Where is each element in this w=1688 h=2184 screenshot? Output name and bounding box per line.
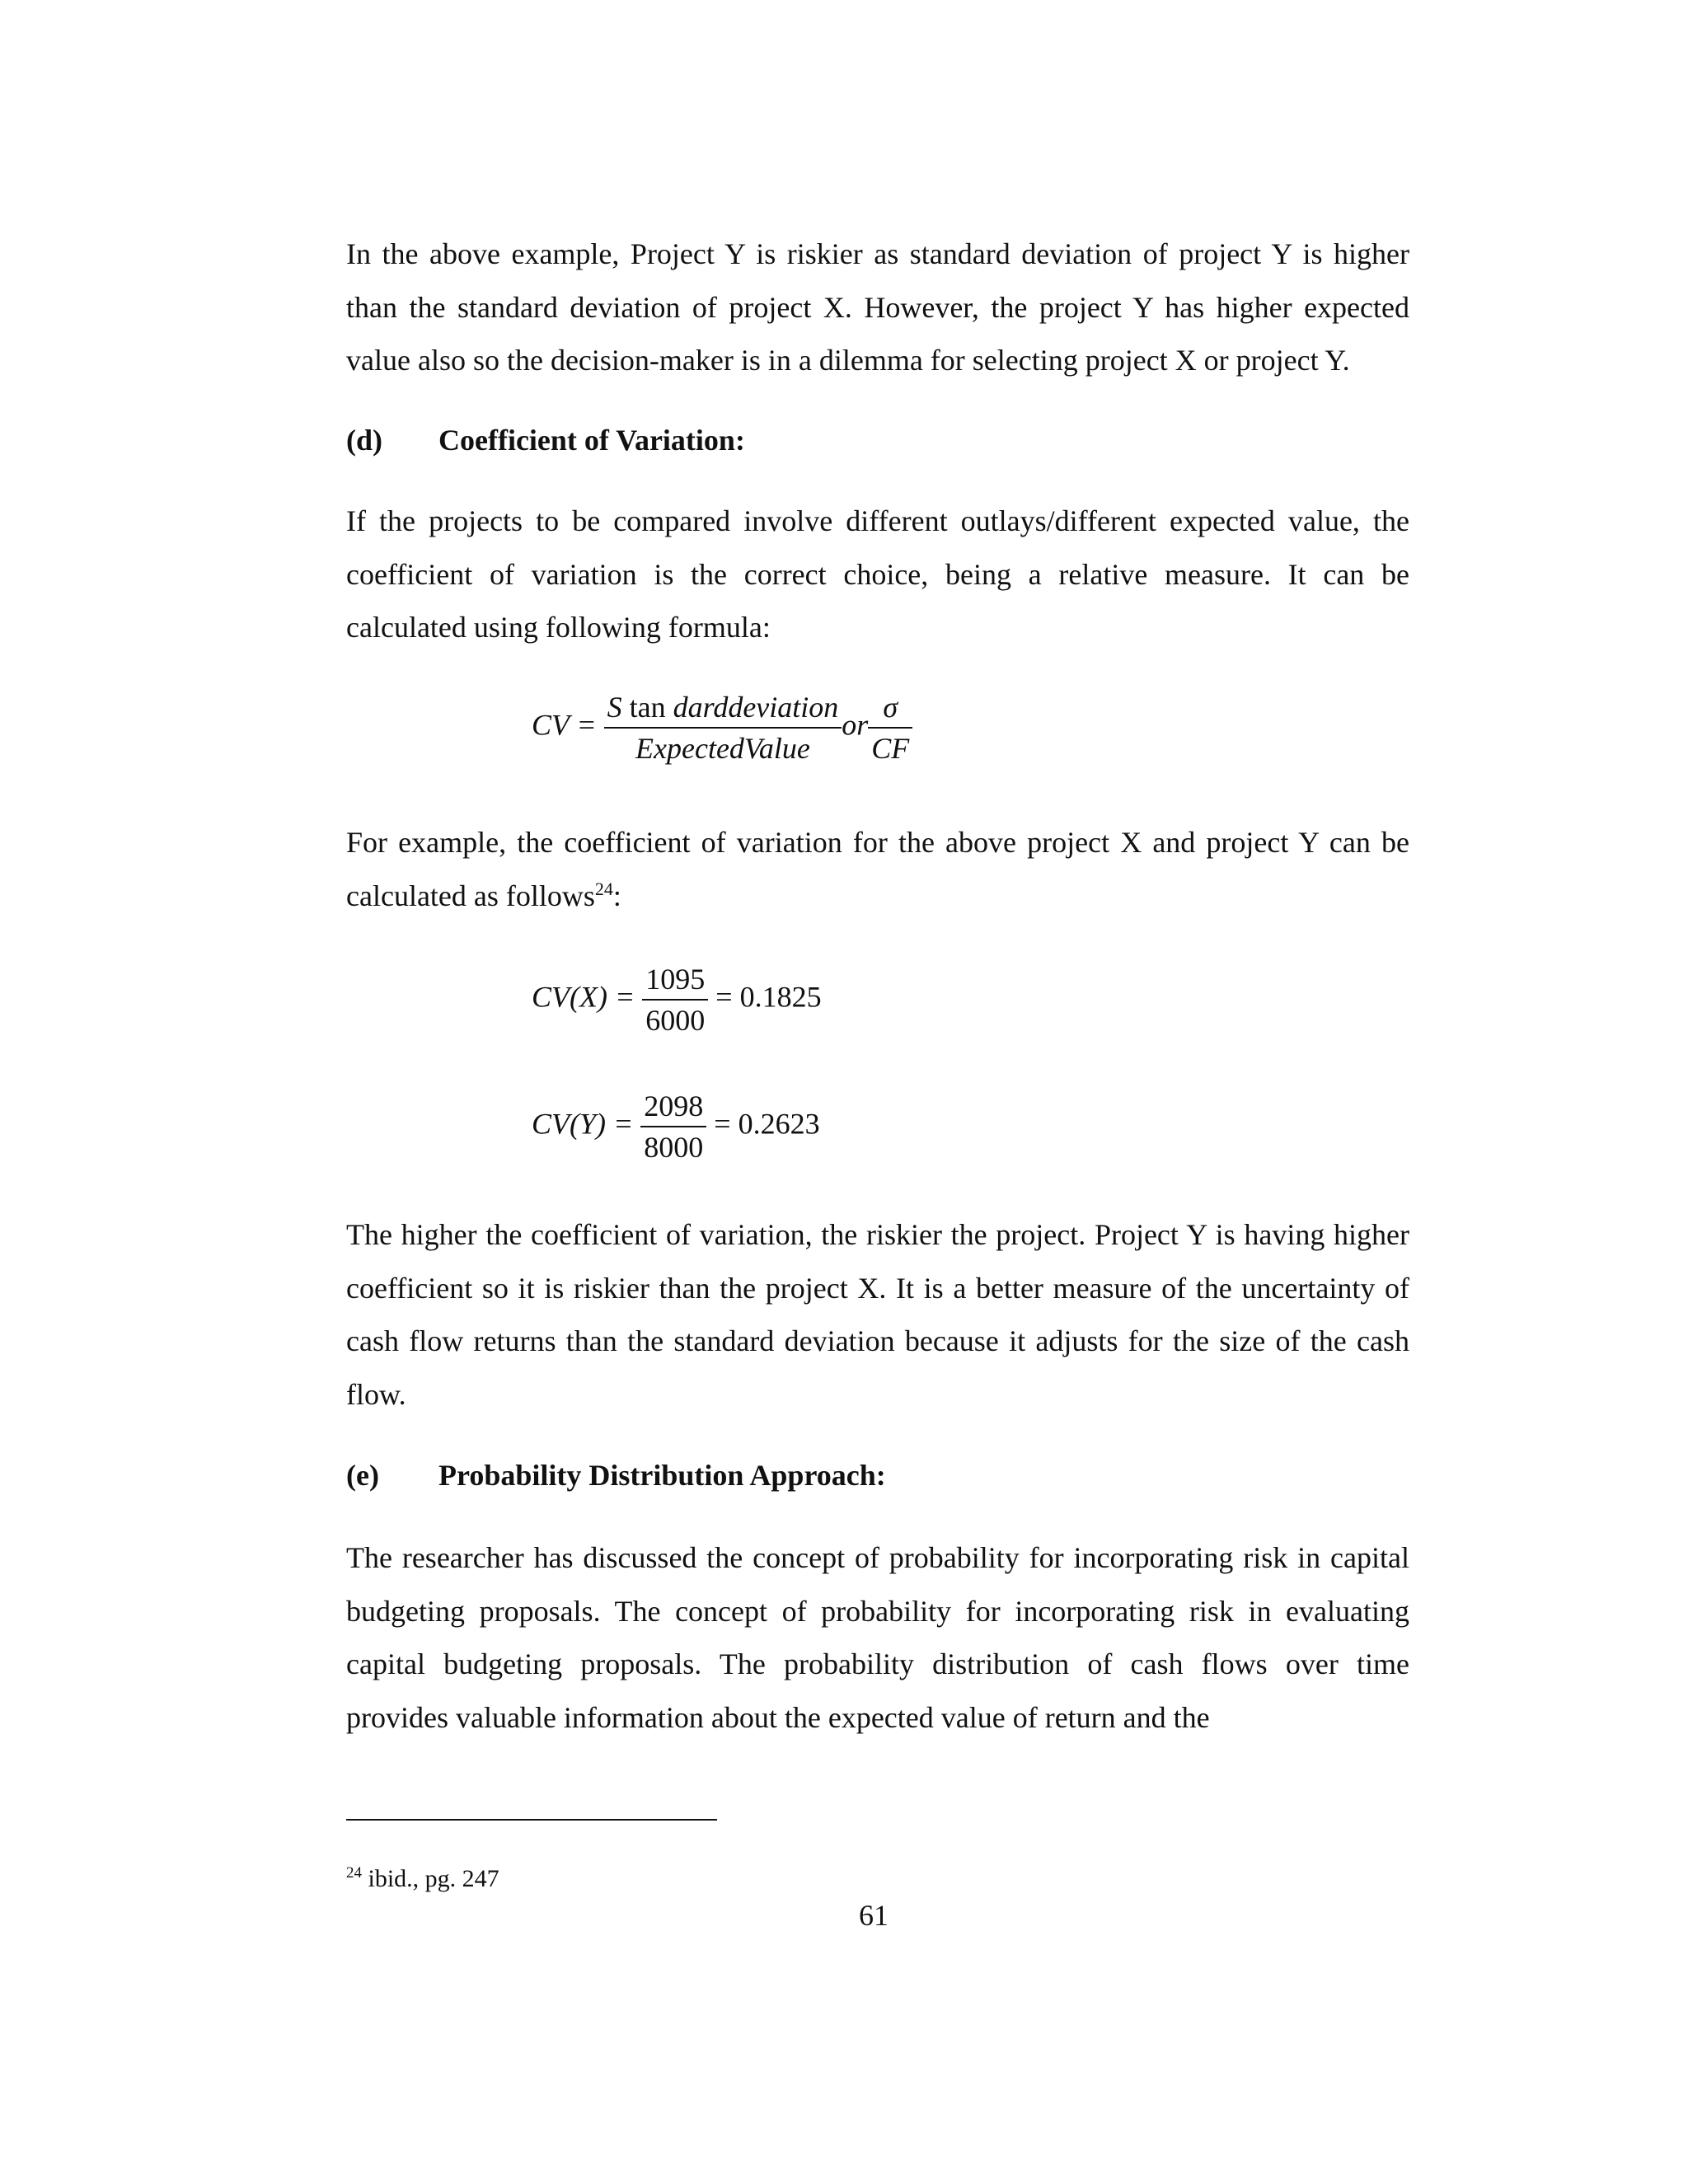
formula-fraction — [642, 963, 708, 1037]
heading-probability-distribution — [346, 1457, 886, 1493]
formula-numerator: S tan darddeviation — [607, 691, 839, 724]
heading-coefficient-of-variation — [346, 422, 745, 458]
heading-label: (e) — [346, 1459, 379, 1492]
formula-alt-fraction — [868, 691, 912, 765]
formula-lhs: CV(Y) = — [532, 1107, 634, 1141]
formula-fraction — [604, 691, 842, 765]
heading-title: Probability Distribution Approach: — [438, 1459, 886, 1492]
formula-fraction — [640, 1090, 706, 1164]
formula-or: or — [842, 708, 869, 742]
heading-label: (d) — [346, 424, 382, 457]
formula-numerator: 2098 — [644, 1090, 704, 1122]
paragraph-probability-approach: The researcher has discussed the concept of probability for incorporating risk in capital budgeting proposals. The concept of probability for incorporating risk in evaluating capital budgeting proposals. The probability distribution of cash flows over time provides valuable information about the expected value of return and the — [346, 1541, 1409, 1734]
formula-denominator: 6000 — [645, 1004, 706, 1037]
formula-numerator: 1095 — [645, 963, 706, 996]
formula-cv-y — [532, 1090, 820, 1164]
formula-alt-denominator: CF — [871, 732, 910, 765]
formula-result: = 0.1825 — [715, 980, 822, 1014]
formula-result: = 0.2623 — [714, 1107, 820, 1141]
formula-denominator: 8000 — [644, 1131, 704, 1164]
footnote-divider — [346, 1819, 717, 1821]
footnote-reference: 24 — [594, 878, 613, 899]
formula-cv-x — [532, 963, 822, 1037]
sigma-symbol: σ — [883, 691, 898, 724]
formula-denominator: ExpectedValue — [635, 732, 810, 765]
paragraph-cv-interpretation: The higher the coefficient of variation, the riskier the project. Project Y is having higher coefficient so it is riskier than the project X. It is a better measure of the uncertainty of cash flow returns than the standard deviation because it adjusts for the size of the cash flow. — [346, 1218, 1409, 1411]
paragraph-dilemma: In the above example, Project Y is riskier as standard deviation of project Y is higher than the standard deviation of project X. However, the project Y has higher expected value also so the decision-maker is in a dilemma for selecting project X or project Y. — [346, 237, 1409, 377]
formula-lhs: CV = — [532, 708, 597, 742]
fraction-bar — [868, 727, 912, 729]
fraction-bar — [604, 727, 842, 729]
fraction-bar — [640, 1126, 706, 1127]
footnote-number: 24 — [346, 1864, 362, 1882]
heading-title: Coefficient of Variation: — [438, 424, 745, 457]
footnote-text: ibid., pg. 247 — [368, 1865, 499, 1892]
footnote — [346, 1864, 499, 1894]
page-number: 61 — [859, 1899, 889, 1932]
paragraph-cv-intro: If the projects to be compared involve different outlays/different expected value, the coefficient of variation is the correct choice, being a relative measure. It can be calculated using following formula: — [346, 504, 1409, 644]
formula-lhs: CV(X) = — [532, 980, 635, 1014]
paragraph-example-intro: For example, the coefficient of variation for the above project X and project Y can be calculated as follows$^{24}$: — [346, 826, 1409, 912]
formula-cv-definition — [532, 691, 912, 765]
fraction-bar — [642, 999, 708, 1001]
